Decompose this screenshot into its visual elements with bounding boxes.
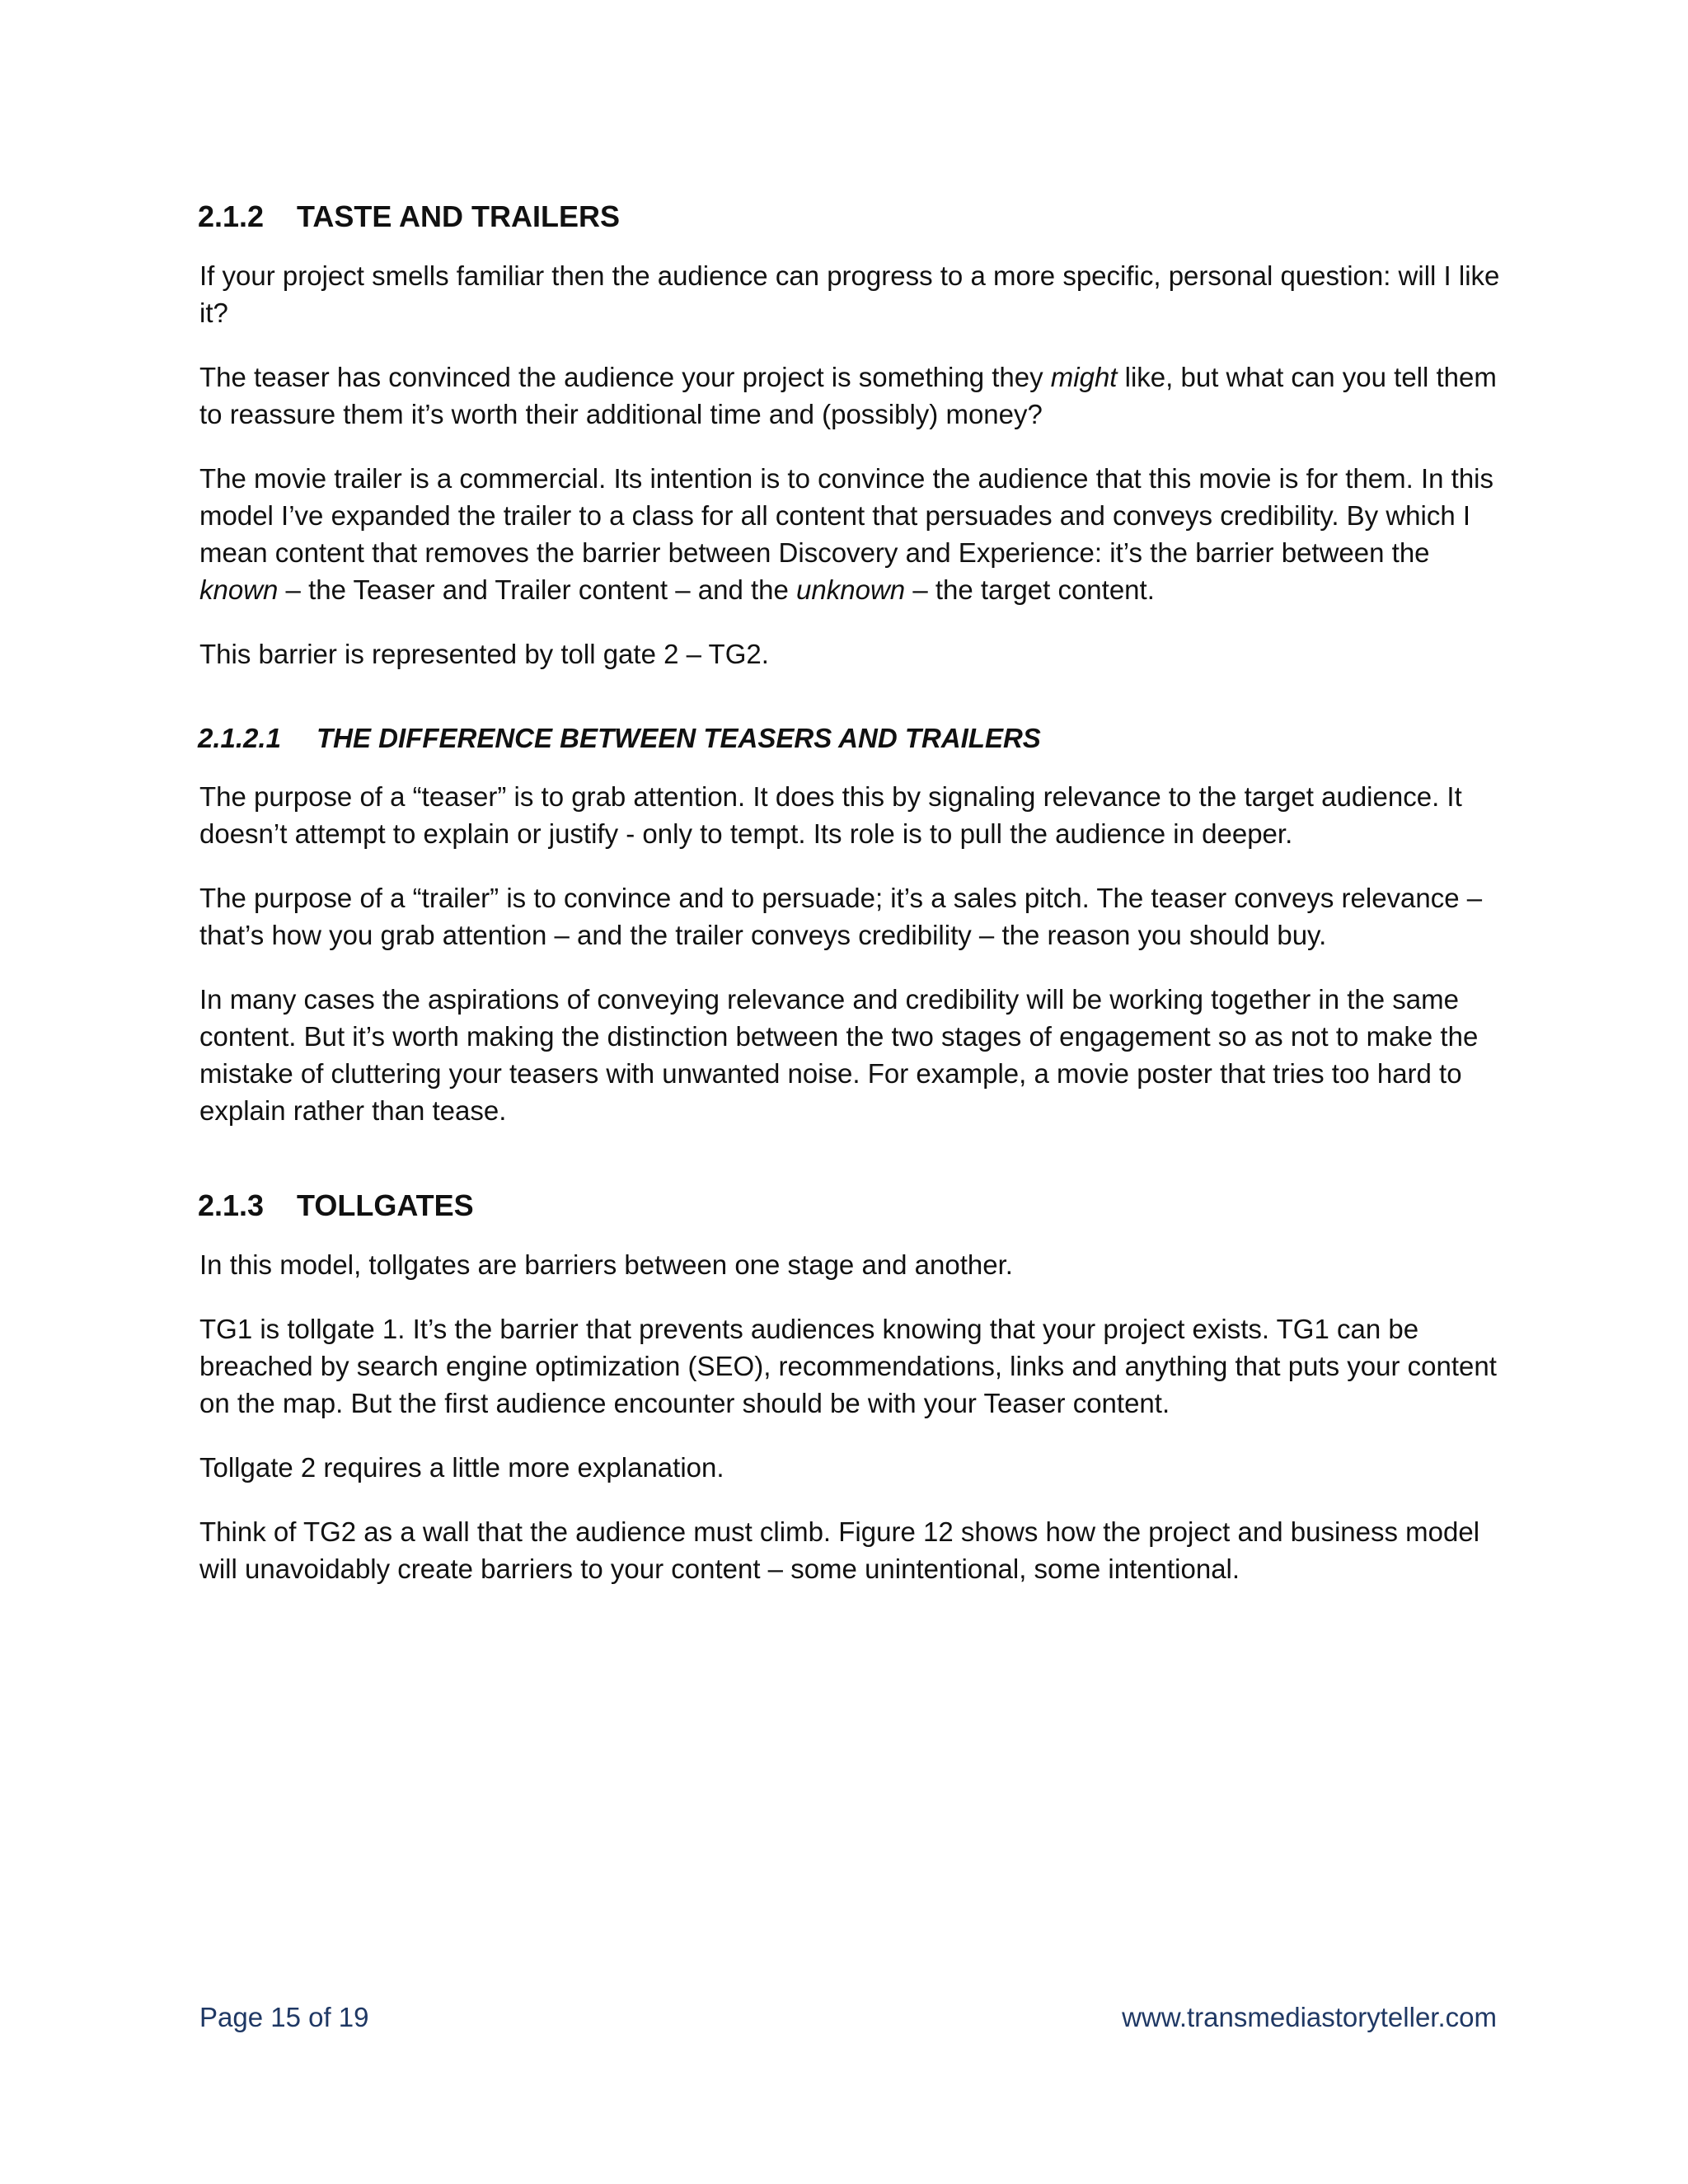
emphasis-might: might <box>1050 362 1118 392</box>
paragraph: TG1 is tollgate 1. It’s the barrier that prevents audiences knowing that your project exists. TG1 can be breached by search engine optimization (SEO), recommendations, links and anything that puts your content on the map. But the first audience encounter should be with your Teaser content. <box>199 1314 1497 1418</box>
text-run: like, but what can you tell them to reassure them it’s worth their additional time and (possibly) money? <box>199 362 1497 429</box>
section-title: TASTE AND TRAILERS <box>297 199 620 233</box>
text-run: – the target content. <box>905 574 1155 605</box>
paragraph: The purpose of a “trailer” is to convince and to persuade; it’s a sales pitch. The teaser conveys relevance – that’s how you grab attention – and the trailer conveys credibility – the reason you should buy. <box>199 883 1483 950</box>
page-number: Page 15 of 19 <box>199 2002 369 2032</box>
paragraph: The purpose of a “teaser” is to grab attention. It does this by signaling relevance to the target audience. It doesn’t attempt to explain or justify - only to tempt. Its role is to pull the audience in deeper. <box>199 781 1462 849</box>
paragraph <box>199 460 1500 608</box>
subsection-title: THE DIFFERENCE BETWEEN TEASERS AND TRAILERS <box>316 723 1041 753</box>
paragraph <box>199 359 1500 433</box>
paragraph: Tollgate 2 requires a little more explanation. <box>199 1452 724 1483</box>
paragraph: This barrier is represented by toll gate 2 – TG2. <box>199 639 769 669</box>
paragraph: If your project smells familiar then the audience can progress to a more specific, personal question: will I like it? <box>199 260 1500 328</box>
subsection-number: 2.1.2.1 <box>198 723 281 753</box>
section-title: TOLLGATES <box>297 1188 474 1222</box>
paragraph: In this model, tollgates are barriers between one stage and another. <box>199 1249 1013 1280</box>
emphasis-known: known <box>199 574 279 605</box>
text-run: – the Teaser and Trailer content – and the <box>278 574 797 605</box>
subsection-heading-teasers-trailers <box>198 720 1500 757</box>
paragraph: In many cases the aspirations of conveying relevance and credibility will be working together in the same content. But it’s worth making the distinction between the two stages of engagement so as not to make the mistake of cluttering your teasers with unwanted noise. For example, a movie poster that tries too hard to explain rather than tease. <box>199 984 1479 1126</box>
section-number: 2.1.2 <box>198 199 265 233</box>
website-link[interactable]: www.transmediastoryteller.com <box>1122 2002 1497 2032</box>
section-heading-tollgates <box>198 1187 1500 1225</box>
paragraph: Think of TG2 as a wall that the audience must climb. Figure 12 shows how the project and business model will unavoidably create barriers to your content – some unintentional, some intentional. <box>199 1516 1480 1584</box>
section-heading-taste-and-trailers <box>198 198 1500 236</box>
emphasis-unknown: unknown <box>796 574 906 605</box>
text-run: The movie trailer is a commercial. Its intention is to convince the audience that this movie is for them. In this model I’ve expanded the trailer to a class for all content that persuades and conveys credibility. By which I mean content that removes the barrier between Discovery and Experience: it’s the barrier between the <box>199 463 1494 568</box>
document-page <box>198 198 1500 1615</box>
section-number: 2.1.3 <box>198 1188 265 1222</box>
text-run: The teaser has convinced the audience your project is something they <box>199 362 1051 392</box>
